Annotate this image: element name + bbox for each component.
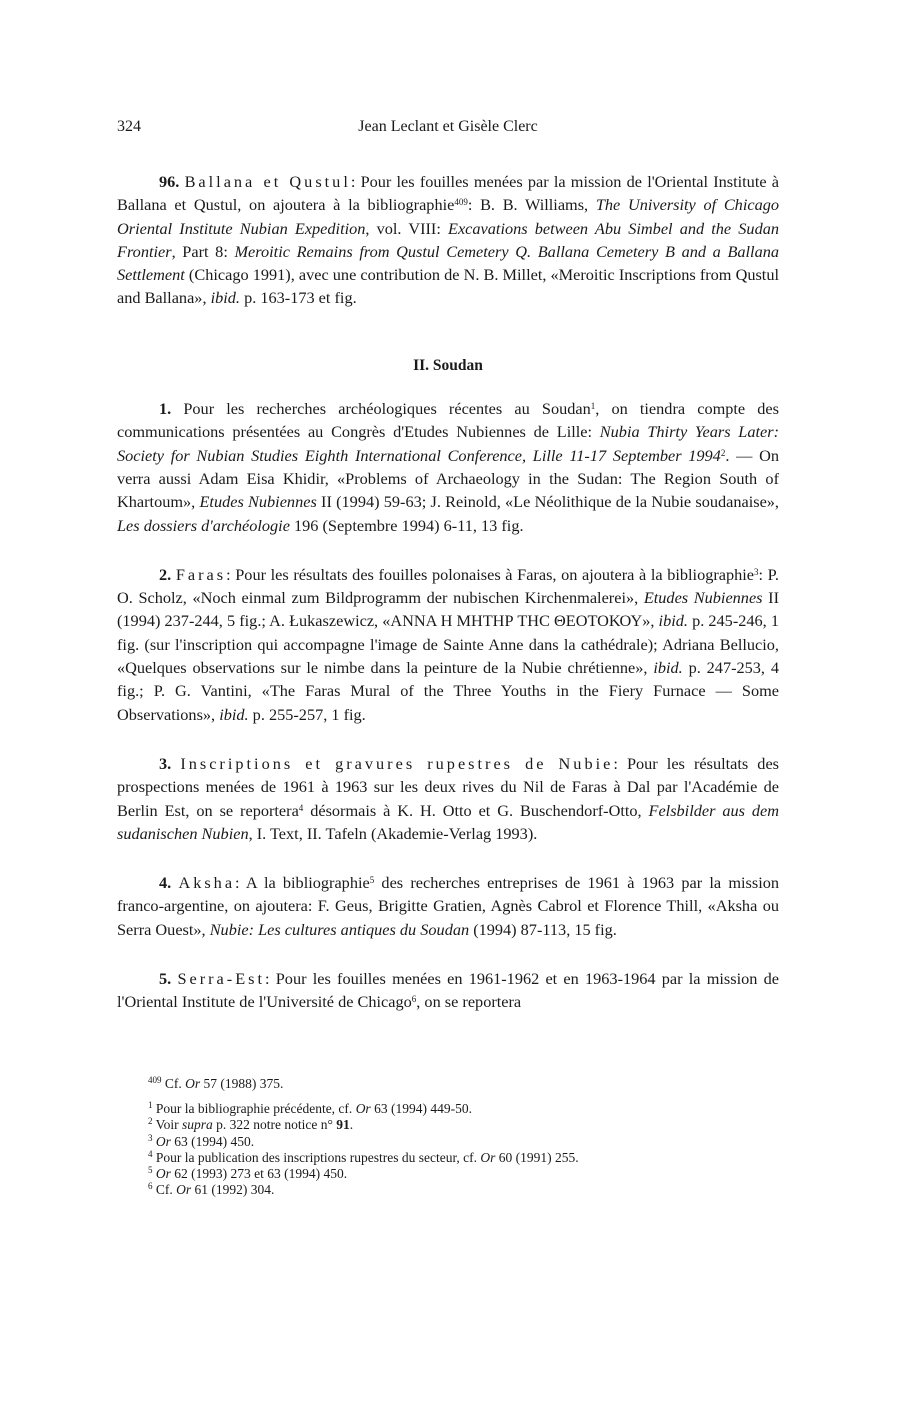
text-span: Pour la publication des inscriptions rupestres du secteur, cf.	[152, 1149, 481, 1165]
text-span: , Part 8:	[171, 241, 235, 261]
text-span: 60 (1991) 255.	[495, 1149, 579, 1165]
citation-title: Excavations between Abu Simbel and the Sudan Frontier	[117, 218, 779, 261]
item-heading: Ballana et Qustul	[184, 172, 351, 191]
text-span: : A la bibliographie	[235, 873, 370, 893]
text-span: II (1994) 237-244, 5 fig.; A. Łukaszewicz, «ΑΝΝΑ Η ΜΗΤΗΡ ΤΗϹ ΘΕΟΤΟΚΟΥ»,	[117, 588, 779, 631]
footnote-ref: 4	[298, 802, 304, 813]
text-span: Pour la bibliographie précédente, cf.	[152, 1101, 356, 1117]
item-heading: Aksha	[178, 873, 236, 893]
paragraph-2	[117, 563, 779, 726]
item-number: 4.	[159, 873, 172, 893]
paragraph-1	[117, 397, 779, 537]
text-span: : Pour les résultats des fouilles polonaises à Faras, on ajoutera à la bibliographie	[226, 564, 755, 584]
footnote-mark: 5	[148, 1165, 153, 1176]
text-span: (Chicago 1991), avec une contribution de N. B. Millet, «Meroitic Inscriptions from Qustul and Ballana»,	[117, 265, 779, 308]
paragraph-3	[117, 752, 779, 845]
item-number: 5.	[159, 969, 172, 989]
text-span: : P. O. Scholz, «Noch einmal zum Bildprogramm der nubischen Kirchenmalerei»,	[117, 564, 780, 608]
spacer	[117, 377, 779, 397]
item-number: 96.	[159, 172, 180, 191]
spacer	[117, 537, 779, 563]
footnote-mark: 2	[148, 1116, 153, 1127]
text-span: p. 255-257, 1 fig.	[248, 704, 366, 724]
text-span: Voir	[152, 1117, 183, 1133]
text-span: , on se reportera	[416, 992, 522, 1012]
italic-term: supra	[182, 1117, 213, 1133]
journal-abbrev: Or	[152, 1133, 171, 1149]
text-span: 63 (1994) 449-50.	[370, 1101, 472, 1117]
spacer	[117, 310, 779, 354]
item-number: 1.	[159, 399, 172, 419]
item-number: 2.	[159, 564, 172, 584]
footnote-6	[148, 1182, 768, 1198]
citation-title: Les dossiers d'archéologie	[117, 515, 290, 535]
spacer	[117, 941, 779, 967]
item-heading: Faras	[175, 564, 227, 584]
citation-ibid: ibid.	[219, 704, 249, 724]
text-span: 62 (1993) 273 et 63 (1994) 450.	[170, 1166, 348, 1182]
footnote-mark: 4	[148, 1148, 153, 1159]
footnote-mark: 1	[148, 1100, 153, 1111]
text-span: désormais à K. H. Otto et G. Buschendorf-Otto,	[303, 800, 649, 820]
text-span: p. 322 notre notice n°	[212, 1117, 337, 1133]
text-span: p. 247-253, 4 fig.; P. G. Vantini, «The Faras Mural of the Three Youths in the Fiery Furnace — Some Observations»,	[117, 658, 779, 724]
footnote-1	[148, 1101, 768, 1117]
text-span: p. 245-246, 1 fig. (sur l'inscription qui accompagne l'image de Sainte Anne dans la cathédrale); Adriana Bellucio, «Quelques observations sur le nimbe dans la peinture de la Nubie chrétienne»,	[117, 611, 779, 678]
item-heading: Serra-Est	[177, 969, 266, 989]
item-heading: Inscriptions et gravures rupestres de Nubie	[180, 753, 614, 773]
footnote-5	[148, 1166, 768, 1182]
text-span: (1994) 87-113, 15 fig.	[469, 919, 617, 939]
text-span: Cf.	[161, 1076, 186, 1091]
text-span: : Pour les résultats des prospections menées de 1961 à 1963 sur les deux rives du Nil de Faras à Dal par l'Académie de Berlin Est, on se reportera	[117, 753, 780, 820]
citation-title: Nubie: Les cultures antiques du Soudan	[209, 919, 470, 939]
citation-title: Nubia Thirty Years Later: Society for Nubian Studies Eighth International Conference, Lille 11-17 September 1994	[117, 422, 779, 465]
citation-ibid: ibid.	[653, 658, 683, 678]
footnote-4	[148, 1150, 768, 1166]
text-span: II (1994) 59-63; J. Reinold, «Le Néolithique de la Nubie soudanaise»,	[316, 492, 780, 512]
text-span: . — On verra aussi Adam Eisa Khidir, «Problems of Archaeology in the Sudan: The Region South of Khartoum»,	[117, 445, 779, 512]
citation-title: The University of Chicago Oriental Institute Nubian Expedition	[117, 195, 779, 238]
footnote-ref: 409	[454, 197, 468, 208]
text-span: : Pour les fouilles menées en 1961-1962 et en 1963-1964 par la mission de l'Oriental Institute de l'Université de Chicago	[117, 969, 779, 1012]
footnote-2	[148, 1117, 768, 1133]
citation-title: Etudes Nubiennes	[199, 492, 317, 512]
footnote-409	[148, 1076, 768, 1092]
footnote-mark: 3	[148, 1132, 153, 1143]
footnote-ref: 6	[411, 994, 417, 1005]
text-span: Pour les recherches archéologiques récentes au Soudan	[171, 399, 591, 419]
spacer	[117, 845, 779, 871]
text-span: 63 (1994) 450.	[170, 1133, 255, 1149]
footnote-mark: 6	[148, 1181, 153, 1192]
footnote-ref: 3	[754, 566, 759, 577]
citation-title: Felsbilder aus dem sudanischen Nubien	[117, 800, 779, 843]
item-number: 3.	[159, 753, 172, 773]
footnote-mark: 409	[148, 1075, 162, 1085]
paragraph-96	[117, 170, 779, 310]
citation-title: Etudes Nubiennes	[643, 588, 763, 608]
paragraph-4	[117, 871, 779, 941]
text-span: , vol. VIII:	[365, 218, 449, 238]
footnote-ref: 5	[369, 875, 375, 886]
text-span: , on tiendra compte des communications présentées au Congrès d'Etudes Nubiennes de Lille:	[117, 399, 779, 442]
text-span: 196 (Septembre 1994) 6-11, 13 fig.	[289, 515, 524, 535]
footnote-ref: 2	[720, 447, 726, 458]
body-text	[117, 170, 779, 1014]
citation-ibid: ibid.	[658, 611, 688, 631]
text-span: , I. Text, II. Tafeln (Akademie-Verlag 1993).	[248, 823, 538, 843]
text-span: 57 (1988) 375.	[200, 1076, 284, 1091]
journal-abbrev: Or	[185, 1076, 201, 1091]
page-number: 324	[117, 118, 141, 135]
journal-abbrev: Or	[480, 1149, 496, 1165]
citation-title: Meroitic Remains from Qustul Cemetery Q. Ballana Cemetery B and a Ballana Settlement	[117, 241, 779, 285]
paragraph-5	[117, 967, 779, 1014]
text-span: .	[349, 1117, 354, 1133]
journal-abbrev: Or	[176, 1182, 192, 1198]
text-span: : Pour les fouilles menées par la mission de l'Oriental Institute à Ballana et Qustul, on ajoutera à la bibliographie	[117, 172, 779, 215]
text-span: : B. B. Williams,	[467, 195, 596, 215]
journal-abbrev: Or	[355, 1101, 371, 1117]
footnotes	[148, 1076, 768, 1198]
notice-number: 91	[336, 1117, 350, 1133]
citation-ibid: ibid.	[210, 288, 240, 308]
text-span: 61 (1992) 304.	[191, 1182, 275, 1198]
journal-abbrev: Or	[152, 1166, 171, 1182]
footnote-3	[148, 1134, 768, 1150]
running-title: Jean Leclant et Gisèle Clerc	[358, 118, 538, 135]
text-span: p. 163-173 et fig.	[240, 288, 357, 308]
section-title: II. Soudan	[413, 356, 483, 374]
text-span: des recherches entreprises de 1961 à 1963 par la mission franco-argentine, on ajoutera: F. Geus, Brigitte Gratien, Agnès Cabrol et Florence Thill, «Aksha ou Serra Ouest»,	[117, 873, 780, 939]
spacer	[117, 726, 779, 752]
footnote-ref: 1	[590, 401, 596, 412]
page-header	[117, 118, 779, 142]
text-span: Cf.	[152, 1182, 177, 1198]
